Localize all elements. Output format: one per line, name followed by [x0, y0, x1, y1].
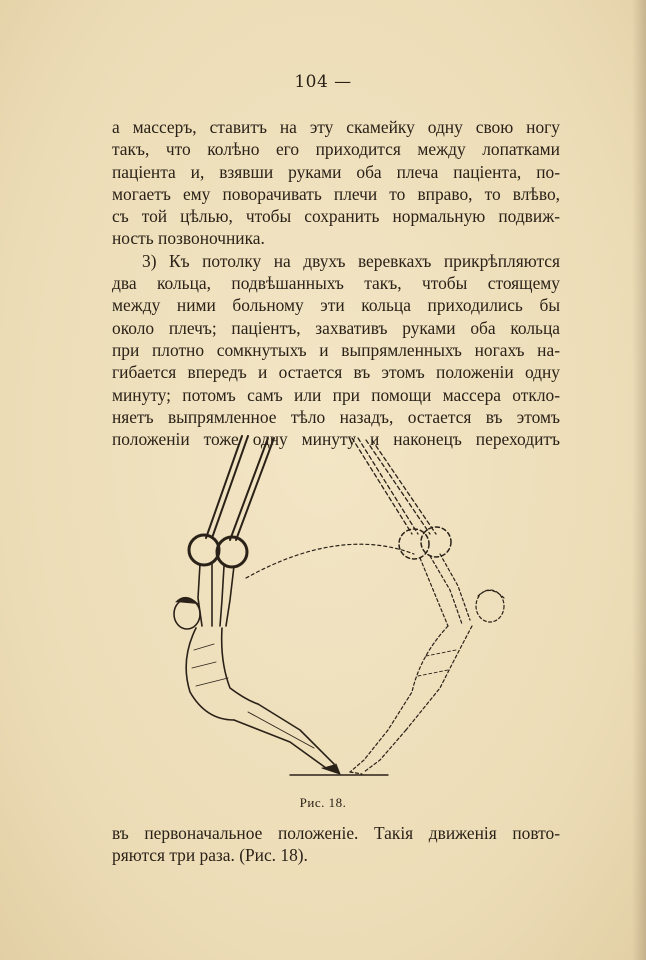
page-number: 104 — — [294, 72, 352, 92]
text-line: два кольца, подвѣшанныхъ такъ, чтобы стоящему — [112, 273, 560, 294]
text-line: гибается впередъ и остается въ этомъ положеніи одну — [112, 362, 560, 383]
text-line: съ той цѣлью, чтобы сохранить нормальную подвиж- — [112, 206, 560, 227]
ropes-dashed — [352, 438, 436, 534]
page-edge-shadow — [632, 0, 646, 960]
figure-18-ring-exercise-illustration — [150, 430, 530, 790]
text-line: въ первоначальное положеніе. Такія движенія повто- — [112, 823, 560, 843]
text-upper — [112, 116, 560, 450]
figure-solid — [174, 564, 340, 774]
text-lower — [112, 822, 560, 867]
figure-caption: Рис. 18. — [299, 795, 347, 810]
text-line: минуту; потомъ самъ или при помощи массера откло- — [112, 384, 560, 405]
rings-dashed — [399, 527, 451, 559]
text-line: между ними больному эти кольца приходились бы — [112, 295, 560, 316]
text-line: ряются три раза. (Рис. 18). — [112, 845, 308, 866]
text-line: 3) Къ потолку на двухъ веревкахъ прикрѣпляются — [142, 250, 560, 271]
text-line: няетъ выпрямленное тѣло назадъ, остается въ этомъ — [112, 406, 560, 427]
text-line: ность позвоночника. — [112, 228, 265, 249]
text-line: около плечъ; паціентъ, захвативъ руками оба кольца — [112, 317, 560, 338]
ropes-solid — [206, 436, 274, 540]
text-line: могаетъ ему поворачивать плечи то вправо, то влѣво, — [112, 183, 560, 204]
figure-dashed — [350, 554, 504, 774]
swing-arc — [246, 544, 414, 578]
text-line: такъ, что колѣно его приходится между лопатками — [112, 139, 560, 160]
rings-solid — [189, 535, 247, 567]
text-line: а массеръ, ставитъ на эту скамейку одну свою ногу — [112, 117, 560, 137]
text-line: при плотно сомкнутыхъ и выпрямленныхъ ногахъ на- — [112, 339, 560, 360]
text-line: паціента и, взявши руками оба плеча паціента, по- — [112, 161, 560, 182]
text-line: положеніи тоже одну минуту и наконецъ переходитъ — [112, 429, 560, 450]
